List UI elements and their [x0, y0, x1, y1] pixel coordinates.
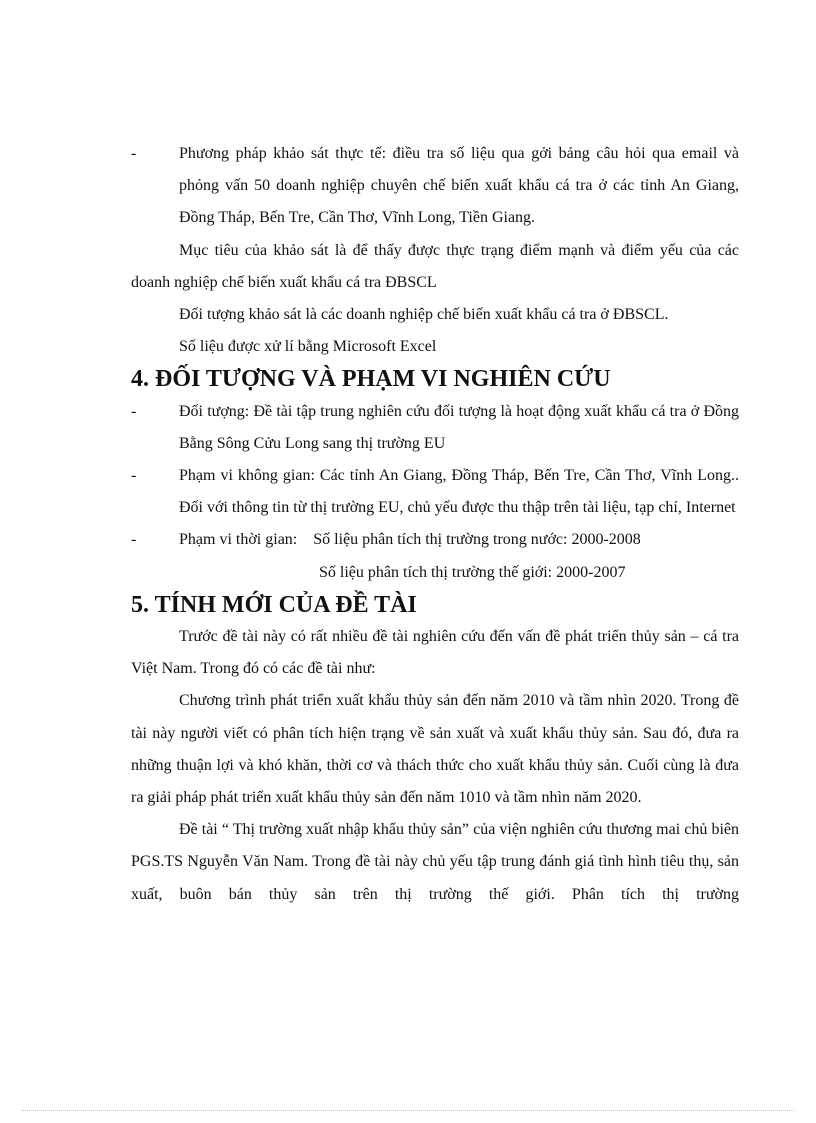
survey-goal-paragraph: Mục tiêu của khảo sát là để thấy được thực trạng điểm mạnh và điểm yếu của các doanh nghiệp chế biến xuất khẩu cá tra ĐBSCL — [131, 241, 739, 291]
section-4-heading: 4. ĐỐI TƯỢNG VÀ PHẠM VI NGHIÊN CỨU — [131, 366, 611, 393]
survey-object-paragraph: Đối tượng khảo sát là các doanh nghiệp chế biến xuất khẩu cá tra ở ĐBSCL. — [179, 306, 669, 324]
bullet-dash: - — [131, 145, 137, 162]
page-bottom-divider — [22, 1110, 794, 1111]
space-scope-item — [131, 460, 739, 524]
research-object-text: Đối tượng: Đề tài tập trung nghiên cứu đối tượng là hoạt động xuất khẩu cá tra ở Đồng Bằng Sông Cửu Long sang thị trường EU — [179, 402, 739, 452]
novelty-intro-paragraph: Trước đề tài này có rất nhiều đề tài nghiên cứu đến vấn đề phát triển thủy sản – cá tra Việt Nam. Trong đó có các đề tài như: — [131, 628, 739, 678]
section-5-heading: 5. TÍNH MỚI CỦA ĐỀ TÀI — [131, 591, 417, 618]
survey-method-text: Phương pháp khảo sát thực tế: điều tra số liệu qua gởi bảng câu hỏi qua email và phỏng vấn 50 doanh nghiệp chuyên chế biến xuất khẩu cá tra ở các tỉnh An Giang, Đồng Tháp, Bến Tre, Cần Thơ, Vĩnh Long, Tiền Giang. — [179, 145, 739, 227]
market-study-paragraph: Đề tài “ Thị trường xuất nhập khẩu thủy sản” của viện nghiên cứu thương mai chủ biên PGS.TS Nguyễn Văn Nam. Trong đề tài này chủ yếu tập trung đánh giá tình hình tiêu thụ, sản xuất, buôn bán thủy sản trên thị trường thế giới. Phân tích thị trường — [131, 821, 739, 903]
time-scope-domestic: Số liệu phân tích thị trường trong nước: 2000-2008 — [313, 531, 641, 549]
page-body — [131, 138, 739, 911]
data-processing-paragraph: Số liệu được xử lí bằng Microsoft Excel — [179, 338, 437, 356]
bullet-dash: - — [131, 467, 137, 485]
export-program-paragraph: Chương trình phát triển xuất khẩu thủy sản đến năm 2010 và tầm nhìn 2020. Trong đề tài này người viết có phân tích hiện trạng về sản xuất và xuất khẩu thủy sản. Sau đó, đưa ra những thuận lợi và khó khăn, thời cơ và thách thức cho xuất khẩu thủy sản. Cuối cùng là đưa ra giải pháp phát triển xuất khẩu thủy sản đến năm 1010 và tầm nhìn năm 2020. — [131, 692, 739, 807]
survey-method-item — [131, 138, 739, 235]
bullet-dash: - — [131, 402, 137, 420]
bullet-dash: - — [131, 531, 137, 549]
time-scope-world: Số liệu phân tích thị trường thế giới: 2000-2007 — [319, 563, 626, 581]
time-scope-item — [131, 524, 739, 556]
space-scope-text: Phạm vi không gian: Các tỉnh An Giang, Đồng Tháp, Bến Tre, Cần Thơ, Vĩnh Long.. Đối với thông tin từ thị trường EU, chủ yếu được thu thập trên tài liệu, tạp chí, Internet — [179, 467, 739, 517]
time-scope-label: Phạm vi thời gian: — [179, 531, 298, 549]
research-object-item — [131, 396, 739, 460]
